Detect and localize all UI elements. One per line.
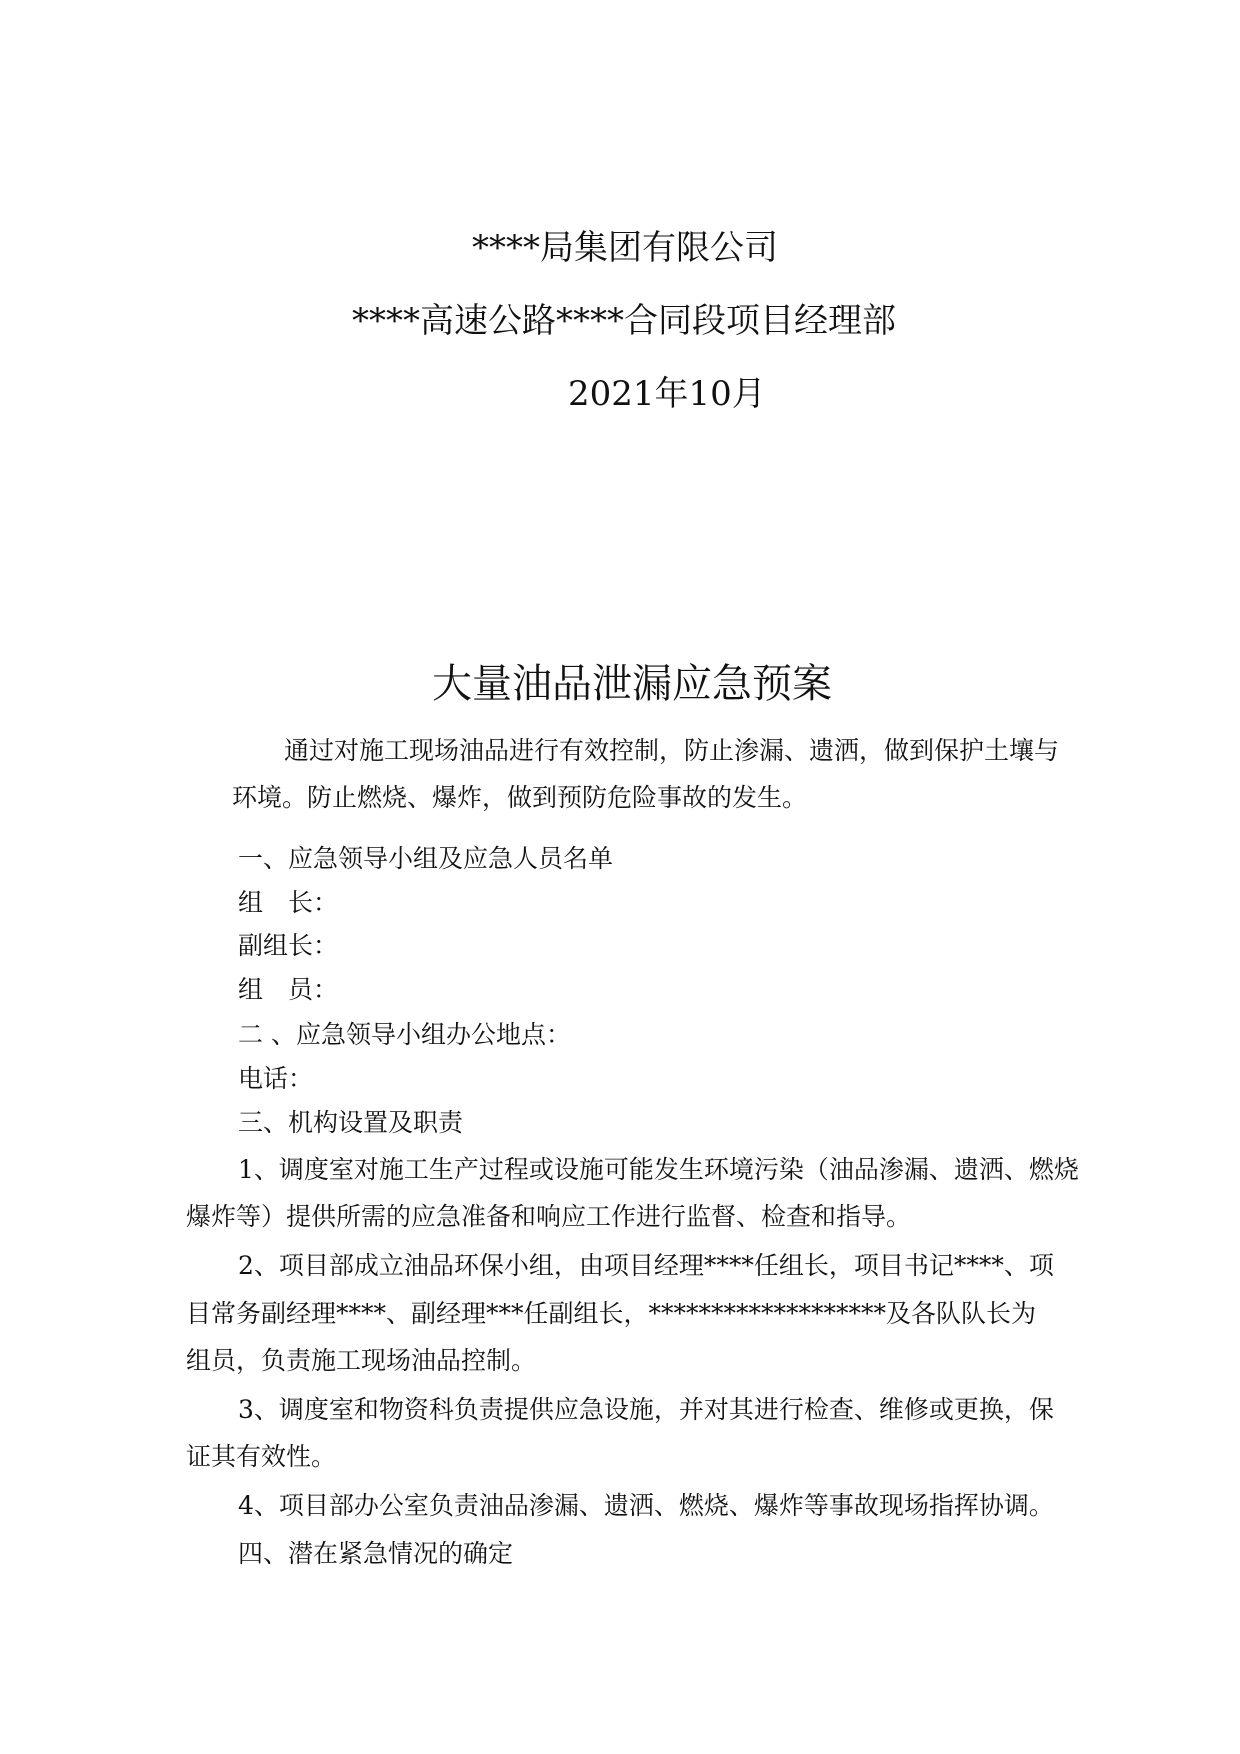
section-heading: 三、机构设置及职责 [238, 1108, 464, 1137]
duty-item-line: 组员，负责施工现场油品控制。 [186, 1346, 537, 1375]
duty-item-line: 3、调度室和物资科负责提供应急设施，并对其进行检查、维修或更换，保 [238, 1395, 1054, 1424]
duty-item-line: 2、项目部成立油品环保小组，由项目经理****任组长，项目书记****、项 [238, 1251, 1054, 1280]
section-heading: 二 、应急领导小组办公地点： [238, 1020, 571, 1049]
department-name: ****高速公路****合同段项目经理部 [352, 301, 896, 341]
leader-field: 组 长： [238, 888, 339, 917]
phone-field: 电话： [238, 1064, 314, 1093]
document-title: 大量油品泄漏应急预案 [432, 661, 832, 707]
duty-item-line: 1、调度室对施工生产过程或设施可能发生环境污染（油品渗漏、遗洒、燃烧 [238, 1155, 1079, 1184]
intro-line: 通过对施工现场油品进行有效控制，防止渗漏、遗洒，做到保护土壤与 [284, 736, 1060, 765]
duty-item-line: 4、项目部办公室负责油品渗漏、遗洒、燃烧、爆炸等事故现场指挥协调。 [238, 1491, 1054, 1520]
section-heading: 四、潜在紧急情况的确定 [238, 1539, 514, 1568]
duty-item-line: 证其有效性。 [186, 1442, 337, 1471]
intro-line: 环境。防止燃烧、爆炸，做到预防危险事故的发生。 [232, 783, 808, 812]
cover-date: 2021年10月 [568, 374, 766, 414]
duty-item-line: 目常务副经理****、副经理***任副组长，*******************及各队队长为 [186, 1299, 1037, 1328]
deputy-leader-field: 副组长： [238, 931, 339, 960]
members-field: 组 员： [238, 975, 339, 1004]
company-name: ****局集团有限公司 [472, 228, 778, 268]
duty-item-line: 爆炸等）提供所需的应急准备和响应工作进行监督、检查和指导。 [186, 1202, 912, 1231]
section-heading: 一、应急领导小组及应急人员名单 [238, 844, 614, 873]
